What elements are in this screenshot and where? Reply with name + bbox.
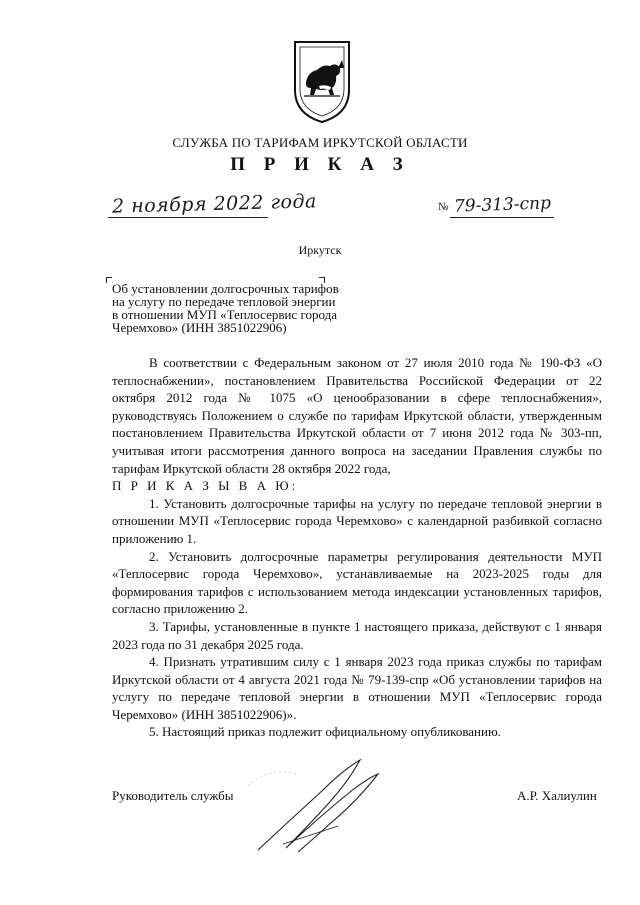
order-item: 1. Установить долгосрочные тарифы на услугу по передаче тепловой энергии в отношении МУП «Теплосервис города Черемхово» с календарной разбивкой согласно приложению 1. [112, 495, 602, 546]
subject-line: Об установлении долгосрочных тарифов [112, 281, 339, 296]
date-underline [108, 217, 268, 218]
order-item: 3. Тарифы, установленные в пункте 1 настоящего приказа, действуют с 1 января 2023 года по 31 декабря 2025 года. [112, 618, 602, 652]
subject-line: на услугу по передаче тепловой энергии [112, 294, 336, 309]
coat-of-arms-babr-icon [292, 38, 352, 124]
subject-line: в отношении МУП «Теплосервис города [112, 307, 337, 322]
document-type-title: П Р И К А З [230, 154, 410, 175]
signatory-position: Руководитель службы [112, 788, 234, 803]
preamble-paragraph: В соответствии с Федеральным законом от 27 июля 2010 года № 190-ФЗ «О теплоснабжении», постановлением Правительства Российской Федерации от 22 октября 2012 года № 1075 «О ценообразовании в сфере теплоснабжения», руководствуясь Положением о службе по тарифам Иркутской области, утвержденным постановлением Правительства Иркутской области от 7 июня 2012 года № 303-пп, учитывая итоги рассмотрения данного вопроса на заседании Правления службы по тарифам Иркутской области 28 октября 2022 года, [112, 355, 602, 476]
order-body [112, 354, 602, 741]
handwritten-date: 2 ноября 2022 года [111, 190, 318, 218]
order-item: 5. Настоящий приказ подлежит официальному опубликованию. [149, 724, 501, 740]
signatory-name: А.Р. Халиулин [517, 788, 597, 803]
number-underline [450, 217, 554, 218]
handwritten-signature [228, 752, 408, 862]
subject-line: Черемхово» (ИНН 3851022906) [112, 320, 287, 335]
issue-city: Иркутск [298, 243, 342, 257]
order-item: 2. Установить долгосрочные параметры регулирования деятельности МУП «Теплосервис города Черемхово», устанавливаемые на 2023-2025 годы для формирования тарифов с использованием метода индексации установленных тарифов, согласно приложению 2. [112, 548, 602, 617]
handwritten-order-number: 79-313-спр [453, 193, 552, 217]
order-word: П Р И К А З Ы В А Ю: [112, 478, 299, 494]
number-sign: № [438, 201, 449, 213]
order-item: 4. Признать утратившим силу с 1 января 2023 года приказ службы по тарифам Иркутской области от 4 августа 2021 года № 79-139-спр «Об установлении тарифов на услугу по передаче тепловой энергии в отношении МУП «Теплосервис города Черемхово» (ИНН 3851022906)». [112, 654, 602, 722]
agency-name: СЛУЖБА ПО ТАРИФАМ ИРКУТСКОЙ ОБЛАСТИ [172, 135, 468, 150]
order-subject [112, 282, 412, 334]
